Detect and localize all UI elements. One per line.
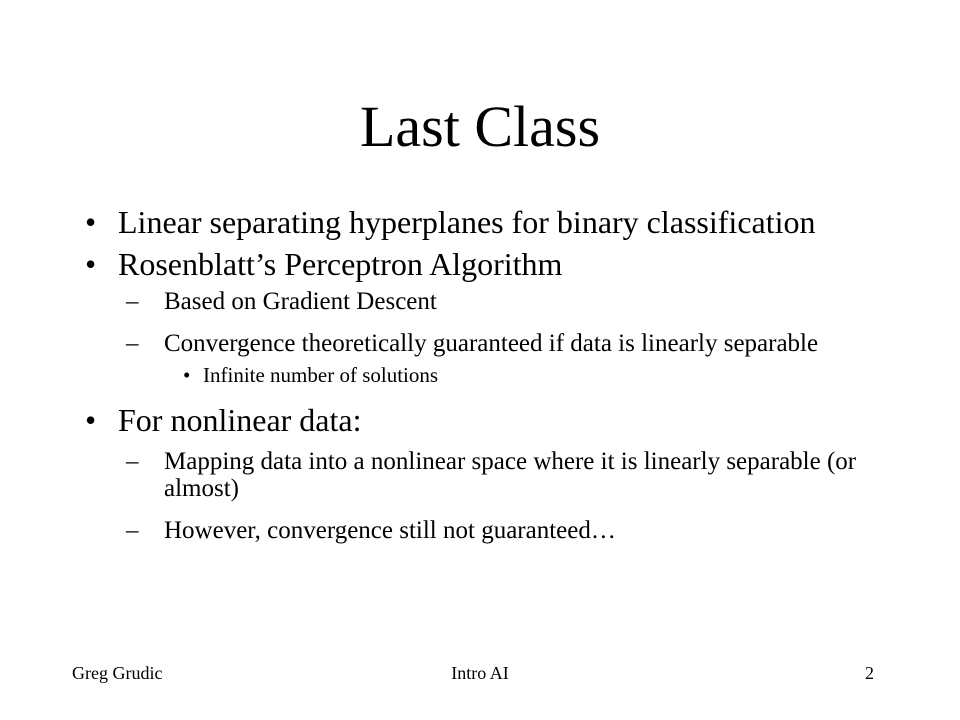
bullet-level3-infinite-solutions	[0, 363, 903, 387]
footer-author: Greg Grudic	[72, 663, 163, 683]
bullet-marker: •	[85, 402, 97, 438]
bullet-text: Mapping data into a nonlinear space where it is linearly separable (or almost)	[164, 448, 857, 502]
bullet-text: For nonlinear data:	[118, 402, 362, 438]
bullet-level1-nonlinear-data	[0, 404, 878, 436]
bullet-level1-hyperplanes	[0, 206, 878, 238]
bullet-level2-mapping-data	[0, 448, 884, 502]
dash-marker: –	[126, 448, 139, 475]
bullet-text: Infinite number of solutions	[203, 363, 439, 387]
bullet-text: However, convergence still not guaranteed…	[164, 517, 616, 544]
bullet-text: Convergence theoretically guaranteed if data is linearly separable	[164, 330, 819, 357]
bullet-text: Linear separating hyperplanes for binary classification	[118, 204, 816, 240]
slide-title: Last Class	[359, 94, 601, 159]
bullet-marker: •	[85, 246, 97, 282]
slide-content	[0, 206, 960, 544]
bullet-marker: •	[85, 204, 97, 240]
bullet-level1-perceptron	[0, 248, 878, 280]
dash-marker: –	[126, 517, 139, 544]
dash-marker: –	[126, 288, 139, 315]
footer-page-number: 2	[865, 663, 874, 683]
bullet-level2-gradient-descent	[0, 288, 884, 315]
bullet-level2-convergence	[0, 330, 884, 357]
bullet-marker: •	[183, 363, 191, 387]
footer-course: Intro AI	[451, 663, 509, 683]
bullet-text: Based on Gradient Descent	[164, 288, 437, 315]
bullet-text: Rosenblatt’s Perceptron Algorithm	[118, 246, 563, 282]
dash-marker: –	[126, 330, 139, 357]
bullet-level2-convergence-not-guaranteed	[0, 517, 884, 544]
